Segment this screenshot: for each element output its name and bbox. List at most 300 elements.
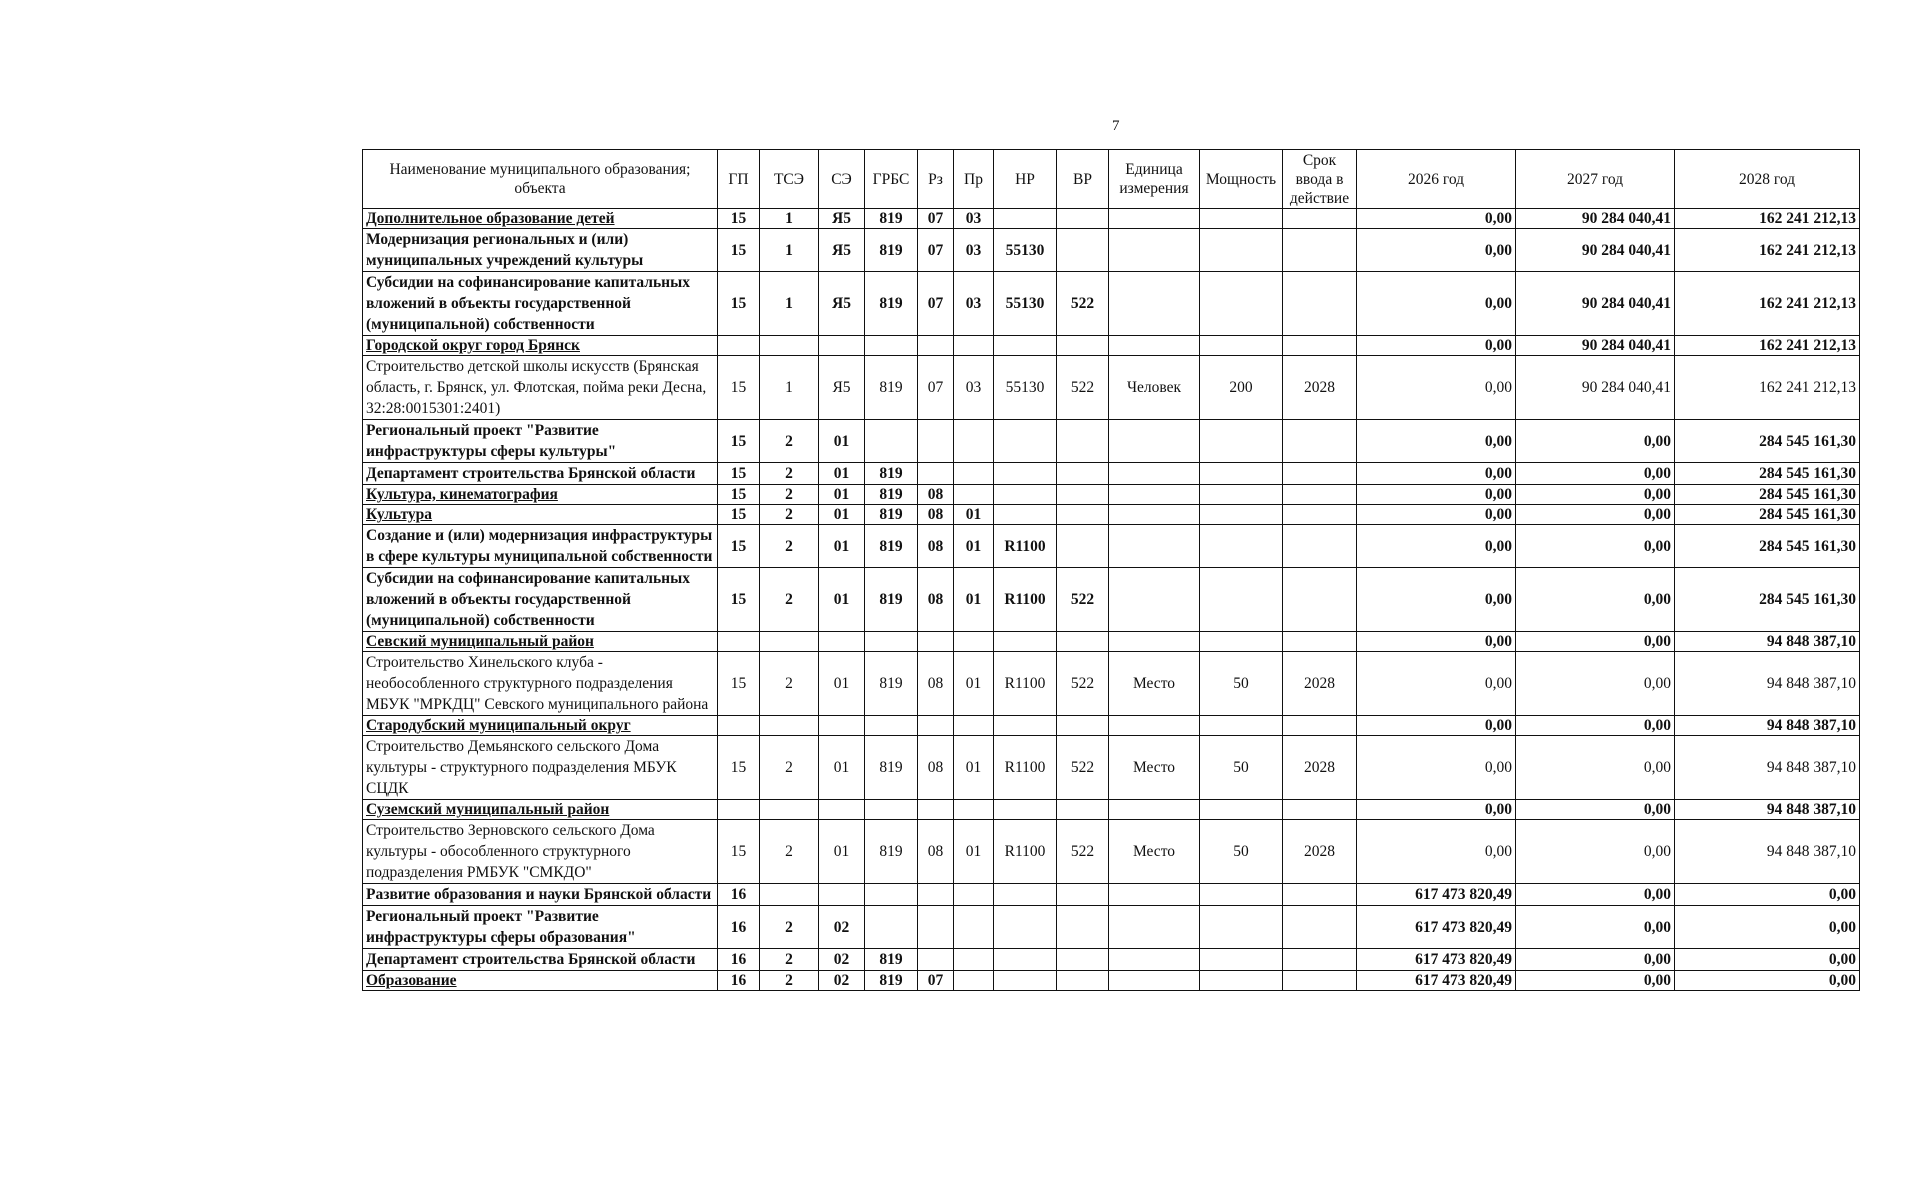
- cell-se: [819, 716, 865, 736]
- cell-2026: 0,00: [1357, 800, 1516, 820]
- cell-gp: 15: [718, 356, 760, 420]
- cell-power: [1200, 568, 1283, 632]
- cell-gp: 15: [718, 229, 760, 272]
- cell-se: 02: [819, 906, 865, 949]
- cell-term: [1283, 229, 1357, 272]
- cell-nr: [994, 463, 1057, 485]
- cell-vr: 522: [1057, 568, 1109, 632]
- row-name: Модернизация региональных и (или) муниципальных учреждений культуры: [363, 229, 718, 272]
- cell-vr: [1057, 525, 1109, 568]
- cell-2027: 90 284 040,41: [1516, 209, 1675, 229]
- cell-se: [819, 884, 865, 906]
- cell-tse: [760, 800, 819, 820]
- cell-rz: [918, 336, 954, 356]
- cell-unit: [1109, 716, 1200, 736]
- cell-2026: 0,00: [1357, 820, 1516, 884]
- cell-nr: [994, 485, 1057, 505]
- cell-nr: [994, 632, 1057, 652]
- col-header-grbs: ГРБС: [865, 150, 918, 209]
- cell-gp: 15: [718, 820, 760, 884]
- cell-se: 01: [819, 463, 865, 485]
- cell-gp: 15: [718, 485, 760, 505]
- row-name: Дополнительное образование детей: [363, 209, 718, 229]
- cell-se: [819, 800, 865, 820]
- cell-2028: 284 545 161,30: [1675, 420, 1860, 463]
- cell-grbs: [865, 420, 918, 463]
- table-row: [363, 485, 1860, 505]
- cell-gp: 15: [718, 463, 760, 485]
- cell-nr: [994, 949, 1057, 971]
- cell-pr: 03: [954, 272, 994, 336]
- cell-grbs: 819: [865, 356, 918, 420]
- col-header-unit: Единица измерения: [1109, 150, 1200, 209]
- cell-2026: 0,00: [1357, 420, 1516, 463]
- row-name: Строительство детской школы искусств (Брянская область, г. Брянск, ул. Флотская, пойма реки Десна, 32:28:0015301:2401): [363, 356, 718, 420]
- cell-gp: 15: [718, 505, 760, 525]
- cell-unit: [1109, 336, 1200, 356]
- cell-2028: 0,00: [1675, 949, 1860, 971]
- cell-pr: 01: [954, 568, 994, 632]
- cell-rz: [918, 949, 954, 971]
- cell-vr: [1057, 906, 1109, 949]
- cell-vr: [1057, 336, 1109, 356]
- col-header-2028: 2028 год: [1675, 150, 1860, 209]
- cell-power: [1200, 906, 1283, 949]
- row-name: Образование: [363, 971, 718, 991]
- cell-power: [1200, 336, 1283, 356]
- row-name: Региональный проект "Развитие инфраструктуры сферы образования": [363, 906, 718, 949]
- cell-grbs: 819: [865, 272, 918, 336]
- cell-tse: 2: [760, 949, 819, 971]
- cell-2026: 0,00: [1357, 336, 1516, 356]
- row-name: Региональный проект "Развитие инфраструктуры сферы культуры": [363, 420, 718, 463]
- cell-unit: [1109, 525, 1200, 568]
- cell-2027: 90 284 040,41: [1516, 336, 1675, 356]
- row-name: Субсидии на софинансирование капитальных вложений в объекты государственной (муниципальной) собственности: [363, 272, 718, 336]
- cell-rz: [918, 420, 954, 463]
- cell-power: [1200, 420, 1283, 463]
- header-row: [363, 150, 1860, 209]
- cell-unit: [1109, 971, 1200, 991]
- cell-grbs: 819: [865, 209, 918, 229]
- cell-2027: 0,00: [1516, 505, 1675, 525]
- cell-tse: 2: [760, 568, 819, 632]
- cell-nr: R1100: [994, 736, 1057, 800]
- cell-grbs: 819: [865, 568, 918, 632]
- cell-rz: 07: [918, 209, 954, 229]
- cell-grbs: 819: [865, 229, 918, 272]
- cell-tse: 2: [760, 971, 819, 991]
- col-header-nr: НР: [994, 150, 1057, 209]
- cell-2026: 0,00: [1357, 463, 1516, 485]
- cell-tse: 2: [760, 652, 819, 716]
- cell-2027: 0,00: [1516, 820, 1675, 884]
- table-row: [363, 884, 1860, 906]
- cell-tse: 2: [760, 463, 819, 485]
- cell-term: 2028: [1283, 736, 1357, 800]
- table-row: [363, 463, 1860, 485]
- cell-rz: 07: [918, 272, 954, 336]
- cell-vr: 522: [1057, 736, 1109, 800]
- cell-2027: 0,00: [1516, 971, 1675, 991]
- cell-vr: [1057, 505, 1109, 525]
- cell-rz: 08: [918, 736, 954, 800]
- cell-se: 01: [819, 525, 865, 568]
- cell-grbs: [865, 336, 918, 356]
- cell-2028: 0,00: [1675, 906, 1860, 949]
- cell-term: 2028: [1283, 652, 1357, 716]
- cell-term: [1283, 505, 1357, 525]
- cell-pr: 01: [954, 505, 994, 525]
- cell-2027: 0,00: [1516, 884, 1675, 906]
- col-header-rz: Рз: [918, 150, 954, 209]
- cell-se: [819, 632, 865, 652]
- cell-power: [1200, 632, 1283, 652]
- cell-term: 2028: [1283, 356, 1357, 420]
- cell-2028: 284 545 161,30: [1675, 485, 1860, 505]
- table-row: [363, 949, 1860, 971]
- cell-vr: [1057, 800, 1109, 820]
- cell-se: 01: [819, 652, 865, 716]
- cell-vr: [1057, 209, 1109, 229]
- col-header-gp: ГП: [718, 150, 760, 209]
- cell-tse: 2: [760, 505, 819, 525]
- cell-power: [1200, 505, 1283, 525]
- page-number: 7: [1112, 118, 1120, 134]
- cell-2028: 0,00: [1675, 971, 1860, 991]
- cell-nr: [994, 336, 1057, 356]
- cell-term: [1283, 971, 1357, 991]
- cell-2028: 94 848 387,10: [1675, 736, 1860, 800]
- cell-rz: 07: [918, 229, 954, 272]
- cell-se: 01: [819, 820, 865, 884]
- cell-rz: [918, 716, 954, 736]
- budget-table: [362, 149, 1860, 991]
- table-row: [363, 971, 1860, 991]
- cell-2027: 0,00: [1516, 568, 1675, 632]
- cell-se: 01: [819, 736, 865, 800]
- cell-grbs: 819: [865, 652, 918, 716]
- cell-2027: 0,00: [1516, 420, 1675, 463]
- cell-gp: 15: [718, 736, 760, 800]
- cell-term: [1283, 716, 1357, 736]
- cell-grbs: [865, 884, 918, 906]
- cell-grbs: [865, 716, 918, 736]
- table-row: [363, 525, 1860, 568]
- cell-tse: [760, 632, 819, 652]
- cell-nr: R1100: [994, 652, 1057, 716]
- cell-tse: [760, 716, 819, 736]
- cell-pr: [954, 884, 994, 906]
- cell-2027: 0,00: [1516, 485, 1675, 505]
- cell-unit: [1109, 485, 1200, 505]
- cell-2028: 162 241 212,13: [1675, 336, 1860, 356]
- cell-pr: 01: [954, 820, 994, 884]
- cell-2026: 0,00: [1357, 272, 1516, 336]
- cell-pr: [954, 336, 994, 356]
- cell-gp: [718, 800, 760, 820]
- cell-rz: [918, 632, 954, 652]
- cell-2026: 0,00: [1357, 525, 1516, 568]
- cell-rz: [918, 884, 954, 906]
- col-header-pr: Пр: [954, 150, 994, 209]
- cell-gp: 15: [718, 568, 760, 632]
- cell-term: [1283, 800, 1357, 820]
- cell-rz: [918, 463, 954, 485]
- cell-grbs: [865, 632, 918, 652]
- row-name: Городской округ город Брянск: [363, 336, 718, 356]
- cell-gp: 15: [718, 209, 760, 229]
- cell-2026: 617 473 820,49: [1357, 971, 1516, 991]
- table-row: [363, 652, 1860, 716]
- table-row: [363, 800, 1860, 820]
- cell-2026: 617 473 820,49: [1357, 949, 1516, 971]
- cell-nr: [994, 716, 1057, 736]
- cell-gp: 15: [718, 272, 760, 336]
- cell-nr: [994, 800, 1057, 820]
- cell-2028: 94 848 387,10: [1675, 820, 1860, 884]
- cell-tse: 1: [760, 209, 819, 229]
- cell-2027: 0,00: [1516, 463, 1675, 485]
- col-header-term: Срок ввода в действие: [1283, 150, 1357, 209]
- cell-power: [1200, 525, 1283, 568]
- cell-nr: [994, 971, 1057, 991]
- cell-2026: 0,00: [1357, 652, 1516, 716]
- table-row: [363, 420, 1860, 463]
- cell-power: [1200, 971, 1283, 991]
- cell-2028: 94 848 387,10: [1675, 716, 1860, 736]
- cell-rz: 08: [918, 505, 954, 525]
- cell-vr: 522: [1057, 820, 1109, 884]
- cell-vr: [1057, 949, 1109, 971]
- cell-2028: 284 545 161,30: [1675, 568, 1860, 632]
- cell-tse: 2: [760, 420, 819, 463]
- cell-power: [1200, 229, 1283, 272]
- table-row: [363, 505, 1860, 525]
- cell-nr: R1100: [994, 525, 1057, 568]
- row-name: Культура: [363, 505, 718, 525]
- cell-grbs: 819: [865, 485, 918, 505]
- cell-2027: 0,00: [1516, 525, 1675, 568]
- cell-unit: Место: [1109, 652, 1200, 716]
- cell-2028: 0,00: [1675, 884, 1860, 906]
- cell-term: [1283, 906, 1357, 949]
- cell-pr: [954, 949, 994, 971]
- table-row: [363, 229, 1860, 272]
- cell-tse: 2: [760, 525, 819, 568]
- cell-2027: 0,00: [1516, 632, 1675, 652]
- cell-2027: 0,00: [1516, 716, 1675, 736]
- cell-power: 50: [1200, 820, 1283, 884]
- cell-2028: 162 241 212,13: [1675, 229, 1860, 272]
- cell-tse: 1: [760, 356, 819, 420]
- cell-2027: 0,00: [1516, 652, 1675, 716]
- cell-unit: [1109, 463, 1200, 485]
- cell-pr: 03: [954, 229, 994, 272]
- cell-2026: 617 473 820,49: [1357, 906, 1516, 949]
- cell-gp: 16: [718, 906, 760, 949]
- cell-tse: 2: [760, 736, 819, 800]
- cell-term: [1283, 336, 1357, 356]
- cell-nr: [994, 209, 1057, 229]
- cell-vr: [1057, 632, 1109, 652]
- row-name: Культура, кинематография: [363, 485, 718, 505]
- cell-tse: 2: [760, 820, 819, 884]
- row-name: Строительство Демьянского сельского Дома культуры - структурного подразделения МБУК СЦДК: [363, 736, 718, 800]
- cell-grbs: [865, 906, 918, 949]
- cell-power: [1200, 716, 1283, 736]
- cell-term: [1283, 420, 1357, 463]
- table-row: [363, 716, 1860, 736]
- cell-nr: 55130: [994, 356, 1057, 420]
- cell-rz: 08: [918, 568, 954, 632]
- cell-gp: 16: [718, 971, 760, 991]
- row-name: Департамент строительства Брянской области: [363, 463, 718, 485]
- col-header-2026: 2026 год: [1357, 150, 1516, 209]
- cell-unit: Место: [1109, 736, 1200, 800]
- col-header-2027: 2027 год: [1516, 150, 1675, 209]
- cell-2027: 90 284 040,41: [1516, 229, 1675, 272]
- cell-se: 01: [819, 568, 865, 632]
- cell-pr: [954, 463, 994, 485]
- cell-grbs: 819: [865, 820, 918, 884]
- cell-term: [1283, 485, 1357, 505]
- cell-pr: 03: [954, 209, 994, 229]
- row-name: Строительство Хинельского клуба - необособленного структурного подразделения МБУК "МРКДЦ" Севского муниципального района: [363, 652, 718, 716]
- cell-rz: [918, 800, 954, 820]
- cell-pr: [954, 716, 994, 736]
- cell-vr: [1057, 884, 1109, 906]
- cell-rz: 08: [918, 525, 954, 568]
- cell-grbs: 819: [865, 525, 918, 568]
- cell-2027: 0,00: [1516, 906, 1675, 949]
- cell-vr: [1057, 971, 1109, 991]
- cell-unit: Место: [1109, 820, 1200, 884]
- cell-term: [1283, 463, 1357, 485]
- cell-2028: 162 241 212,13: [1675, 356, 1860, 420]
- cell-grbs: 819: [865, 736, 918, 800]
- cell-nr: 55130: [994, 272, 1057, 336]
- cell-vr: [1057, 420, 1109, 463]
- cell-pr: [954, 906, 994, 949]
- cell-2028: 94 848 387,10: [1675, 632, 1860, 652]
- cell-gp: [718, 716, 760, 736]
- cell-2027: 90 284 040,41: [1516, 356, 1675, 420]
- cell-pr: 01: [954, 525, 994, 568]
- cell-gp: 15: [718, 525, 760, 568]
- row-name: Развитие образования и науки Брянской области: [363, 884, 718, 906]
- col-header-power: Мощность: [1200, 150, 1283, 209]
- cell-rz: 08: [918, 485, 954, 505]
- table-row: [363, 209, 1860, 229]
- cell-unit: [1109, 272, 1200, 336]
- cell-unit: [1109, 884, 1200, 906]
- cell-2026: 0,00: [1357, 568, 1516, 632]
- cell-tse: 2: [760, 906, 819, 949]
- col-header-vr: ВР: [1057, 150, 1109, 209]
- row-name: Субсидии на софинансирование капитальных вложений в объекты государственной (муниципальной) собственности: [363, 568, 718, 632]
- cell-unit: [1109, 505, 1200, 525]
- cell-vr: 522: [1057, 272, 1109, 336]
- cell-power: 50: [1200, 652, 1283, 716]
- cell-2026: 617 473 820,49: [1357, 884, 1516, 906]
- cell-se: 01: [819, 485, 865, 505]
- cell-unit: Человек: [1109, 356, 1200, 420]
- cell-tse: 2: [760, 485, 819, 505]
- cell-se: 02: [819, 949, 865, 971]
- cell-rz: 08: [918, 652, 954, 716]
- cell-2027: 0,00: [1516, 800, 1675, 820]
- cell-se: Я5: [819, 356, 865, 420]
- table-row: [363, 820, 1860, 884]
- cell-tse: 1: [760, 272, 819, 336]
- cell-power: [1200, 949, 1283, 971]
- cell-2028: 284 545 161,30: [1675, 525, 1860, 568]
- cell-grbs: 819: [865, 949, 918, 971]
- cell-rz: 07: [918, 971, 954, 991]
- cell-gp: [718, 632, 760, 652]
- cell-power: [1200, 463, 1283, 485]
- cell-unit: [1109, 420, 1200, 463]
- cell-se: [819, 336, 865, 356]
- cell-2026: 0,00: [1357, 632, 1516, 652]
- cell-se: 01: [819, 420, 865, 463]
- cell-grbs: 819: [865, 971, 918, 991]
- table-row: [363, 632, 1860, 652]
- cell-2027: 0,00: [1516, 949, 1675, 971]
- col-header-tse: ТСЭ: [760, 150, 819, 209]
- cell-tse: [760, 336, 819, 356]
- cell-term: [1283, 272, 1357, 336]
- cell-vr: 522: [1057, 652, 1109, 716]
- cell-term: [1283, 949, 1357, 971]
- cell-power: 50: [1200, 736, 1283, 800]
- table-row: [363, 568, 1860, 632]
- cell-gp: 15: [718, 420, 760, 463]
- cell-power: [1200, 272, 1283, 336]
- cell-nr: 55130: [994, 229, 1057, 272]
- cell-gp: 16: [718, 884, 760, 906]
- cell-2028: 162 241 212,13: [1675, 209, 1860, 229]
- cell-vr: [1057, 229, 1109, 272]
- cell-se: 02: [819, 971, 865, 991]
- cell-term: [1283, 209, 1357, 229]
- cell-power: [1200, 884, 1283, 906]
- cell-grbs: 819: [865, 505, 918, 525]
- cell-rz: [918, 906, 954, 949]
- cell-se: Я5: [819, 209, 865, 229]
- cell-grbs: [865, 800, 918, 820]
- cell-tse: [760, 884, 819, 906]
- cell-vr: [1057, 485, 1109, 505]
- cell-nr: [994, 906, 1057, 949]
- cell-2028: 284 545 161,30: [1675, 505, 1860, 525]
- cell-2026: 0,00: [1357, 736, 1516, 800]
- cell-unit: [1109, 568, 1200, 632]
- cell-2028: 94 848 387,10: [1675, 800, 1860, 820]
- cell-unit: [1109, 209, 1200, 229]
- cell-grbs: 819: [865, 463, 918, 485]
- cell-2026: 0,00: [1357, 209, 1516, 229]
- cell-se: 01: [819, 505, 865, 525]
- cell-2027: 0,00: [1516, 736, 1675, 800]
- cell-2026: 0,00: [1357, 356, 1516, 420]
- table-row: [363, 272, 1860, 336]
- cell-2026: 0,00: [1357, 716, 1516, 736]
- cell-pr: [954, 971, 994, 991]
- cell-term: [1283, 632, 1357, 652]
- cell-pr: [954, 485, 994, 505]
